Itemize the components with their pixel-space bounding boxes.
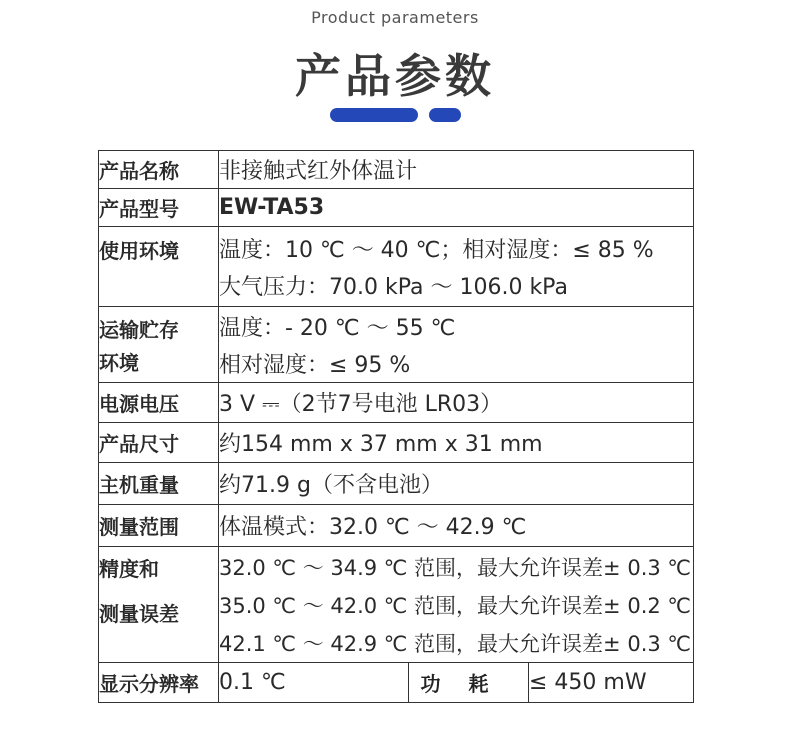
spec-label: 产品型号 bbox=[99, 189, 219, 227]
spec-value bbox=[219, 307, 694, 383]
spec-value: 3 V ⎓（2节7号电池 LR03） bbox=[219, 383, 694, 423]
spec-value bbox=[219, 227, 694, 307]
spec-label-line: 精度和 bbox=[99, 557, 159, 581]
spec-value-line: 温度：10 ℃ ～ 40 ℃；相对湿度：≤ 85 % bbox=[219, 237, 654, 263]
spec-row-model bbox=[99, 189, 694, 227]
spec-row-storage bbox=[99, 307, 694, 383]
spec-label-line: 运输贮存 bbox=[99, 317, 179, 342]
power-consumption-label: 功耗 bbox=[409, 663, 529, 703]
spec-value: 约71.9 g（不含电池） bbox=[219, 463, 694, 505]
spec-value-line: 大气压力：70.0 kPa ～ 106.0 kPa bbox=[219, 274, 568, 300]
spec-row-accuracy bbox=[99, 547, 694, 663]
spec-label: 电源电压 bbox=[99, 383, 219, 423]
spec-row-weight bbox=[99, 463, 694, 505]
spec-label-line: 环境 bbox=[99, 350, 139, 375]
spec-value bbox=[219, 547, 694, 663]
spec-table bbox=[98, 150, 694, 703]
spec-label: 主机重量 bbox=[99, 463, 219, 505]
spec-label: 产品尺寸 bbox=[99, 423, 219, 463]
spec-label: 产品名称 bbox=[99, 151, 219, 189]
spec-row-env bbox=[99, 227, 694, 307]
spec-value-line: 温度：- 20 ℃ ～ 55 ℃ bbox=[219, 315, 456, 341]
spec-label-line: 测量误差 bbox=[99, 602, 179, 626]
spec-value: 体温模式：32.0 ℃ ～ 42.9 ℃ bbox=[219, 505, 694, 547]
spec-label bbox=[99, 307, 219, 383]
spec-label: 显示分辨率 bbox=[99, 663, 219, 703]
spec-value: 约154 mm x 37 mm x 31 mm bbox=[219, 423, 694, 463]
spec-row-name bbox=[99, 151, 694, 189]
spec-value-line: 相对湿度：≤ 95 % bbox=[219, 352, 411, 378]
spec-label: 使用环境 bbox=[99, 227, 219, 307]
title-underline-long bbox=[330, 108, 418, 122]
spec-value: EW-TA53 bbox=[219, 189, 694, 227]
spec-value-line: 42.1 ℃ ～ 42.9 ℃ 范围，最大允许误差± 0.3 ℃ bbox=[219, 631, 691, 656]
page-title: 产品参数 bbox=[295, 49, 495, 103]
spec-value: 0.1 ℃ bbox=[219, 663, 409, 703]
page-subtitle: Product parameters bbox=[311, 8, 479, 27]
spec-label bbox=[99, 547, 219, 663]
spec-label: 测量范围 bbox=[99, 505, 219, 547]
spec-row-resolution bbox=[99, 663, 694, 703]
spec-row-range bbox=[99, 505, 694, 547]
spec-value-line: 35.0 ℃ ～ 42.0 ℃ 范围，最大允许误差± 0.2 ℃ bbox=[219, 593, 691, 618]
power-consumption-value: ≤ 450 mW bbox=[529, 663, 694, 703]
title-underline-short bbox=[429, 108, 461, 122]
spec-value-line: 32.0 ℃ ～ 34.9 ℃ 范围，最大允许误差± 0.3 ℃ bbox=[219, 555, 691, 580]
spec-value: 非接触式红外体温计 bbox=[219, 151, 694, 189]
spec-row-size bbox=[99, 423, 694, 463]
spec-row-power bbox=[99, 383, 694, 423]
